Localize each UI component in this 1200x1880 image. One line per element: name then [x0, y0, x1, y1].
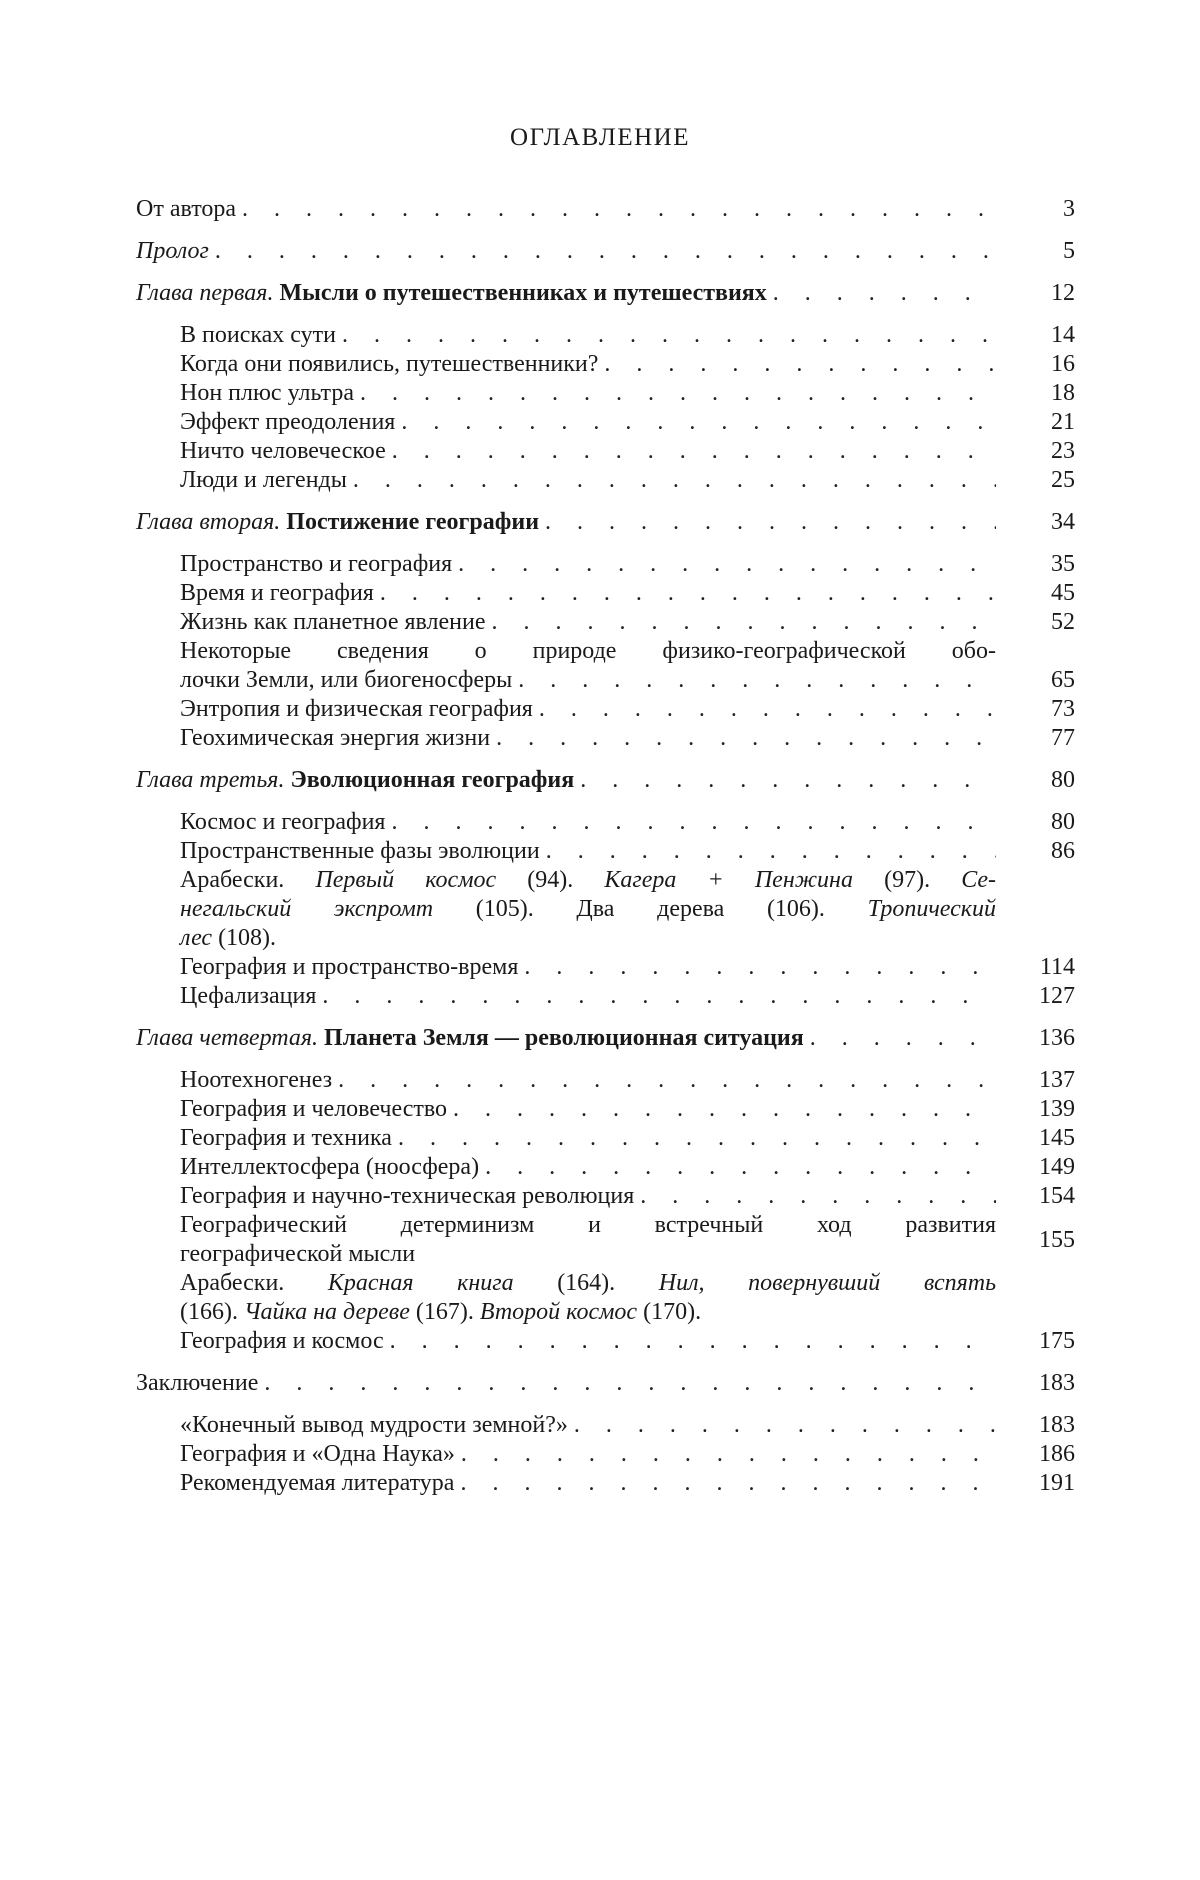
page-number: 16	[1051, 351, 1075, 377]
leader-dots	[455, 1439, 996, 1469]
arabeski-page: (164).	[557, 1270, 616, 1296]
arabeski-title: Тропический	[867, 896, 997, 922]
leader-dots	[539, 507, 996, 537]
page-number: 183	[1039, 1370, 1075, 1396]
page-number: 3	[1063, 196, 1075, 222]
toc-entry-label: лочки Земли, или биогеносферы	[180, 667, 513, 693]
arabeski-line	[180, 1268, 996, 1298]
toc-entry	[180, 836, 996, 866]
page-number: 5	[1063, 238, 1075, 264]
toc-entry-line: Некоторые сведения о природе физико-географической обо-	[180, 638, 996, 664]
leader-dots	[258, 1368, 996, 1398]
page-number: 25	[1051, 467, 1075, 493]
page-number: 155	[1039, 1227, 1075, 1253]
toc-entry	[180, 723, 996, 753]
arabeski-page: (94).	[527, 867, 574, 893]
leader-dots	[385, 807, 996, 837]
arabeski-title: Нил, повернувший вспять	[658, 1270, 997, 1296]
toc-entry	[180, 694, 996, 724]
toc-entry	[180, 578, 996, 608]
page-number: 145	[1039, 1125, 1075, 1151]
toc-entry	[180, 952, 996, 982]
page-number: 23	[1051, 438, 1075, 464]
toc-entry	[180, 1181, 996, 1211]
arabeski-page: (108).	[218, 925, 277, 951]
toc-entry-label: Заключение	[136, 1370, 259, 1396]
arabeski-title: Се-	[961, 867, 997, 893]
toc-entry	[180, 665, 996, 695]
page-number: 73	[1051, 696, 1075, 722]
toc-entry	[180, 607, 996, 637]
toc-entry	[180, 1094, 996, 1124]
toc-entry-label: География и космос	[180, 1328, 384, 1354]
toc-entry	[180, 1123, 996, 1153]
leader-dots	[374, 578, 996, 608]
arabeski-page: (97).	[884, 867, 931, 893]
arabeski-line	[180, 894, 996, 924]
page-number: 114	[1039, 954, 1075, 980]
chapter-number: Глава четвертая.	[136, 1025, 319, 1051]
leader-dots	[634, 1181, 996, 1211]
toc-entry	[180, 1439, 996, 1469]
toc-chapter-2	[136, 507, 996, 537]
leader-dots	[479, 1152, 996, 1182]
leader-dots	[518, 952, 996, 982]
toc-entry-label: География и человечество	[180, 1096, 448, 1122]
page-number: 175	[1039, 1328, 1075, 1354]
page-number: 21	[1051, 409, 1075, 435]
toc-entry-label: Ноотехногенез	[180, 1067, 333, 1093]
leader-dots	[332, 1065, 996, 1095]
toc-entry-label: «Конечный вывод мудрости земной?»	[180, 1412, 568, 1438]
arabeski-page: (167).	[415, 1299, 474, 1325]
toc-chapter-1	[136, 278, 996, 308]
toc-entry-prolog	[136, 236, 996, 266]
chapter-title: Планета Земля — революционная ситуация	[324, 1025, 804, 1051]
arabeski-label: Арабески.	[180, 867, 285, 893]
toc-entry-label: От автора	[136, 196, 237, 222]
toc-entry-label: Геохимическая энергия жизни	[180, 725, 491, 751]
toc-entry	[180, 436, 996, 466]
arabeski-title: Кагера + Пенжина	[604, 867, 853, 893]
toc-entry-line: географической мысли	[180, 1241, 416, 1267]
toc-entry	[180, 981, 996, 1011]
chapter-title: Мысли о путешественниках и путешествиях	[279, 280, 767, 306]
leader-dots	[454, 1468, 996, 1498]
toc-entry-label: Ничто человеческое	[180, 438, 386, 464]
page-number: 35	[1051, 551, 1075, 577]
toc-entry	[180, 349, 996, 379]
leader-dots	[490, 723, 996, 753]
page-number: 52	[1051, 609, 1075, 635]
page-number: 127	[1039, 983, 1075, 1009]
arabeski-title: Второй космос	[479, 1299, 638, 1325]
leader-dots	[392, 1123, 996, 1153]
toc-entry	[180, 1326, 996, 1356]
chapter-number: Глава третья.	[136, 767, 285, 793]
toc-entry-label: Рекомендуемая литература	[180, 1470, 455, 1496]
toc-entry-zaklyuchenie	[136, 1368, 996, 1398]
toc-entry-ot-avtora	[136, 194, 996, 224]
arabeski-title: Красная книга	[327, 1270, 514, 1296]
toc-entry	[180, 320, 996, 350]
toc-entry-label: География и техника	[180, 1125, 392, 1151]
toc-entry	[180, 465, 996, 495]
leader-dots	[598, 349, 996, 379]
toc-entry-label: География и «Одна Наука»	[180, 1441, 455, 1467]
page-number: 86	[1051, 838, 1075, 864]
leader-dots	[452, 549, 996, 579]
arabeski-title: Чайка на дереве	[243, 1299, 410, 1325]
toc-entry	[180, 1152, 996, 1182]
arabeski-line	[180, 923, 276, 953]
leader-dots	[395, 407, 996, 437]
leader-dots	[447, 1094, 996, 1124]
page-number: 34	[1051, 509, 1075, 535]
toc-entry-label: Люди и легенды	[180, 467, 347, 493]
toc-entry-label: География и пространство-время	[180, 954, 519, 980]
leader-dots	[236, 194, 996, 224]
toc-entry-label: Когда они появились, путешественники?	[180, 351, 599, 377]
toc-entry-label: В поисках сути	[180, 322, 336, 348]
toc-entry-label: Энтропия и физическая география	[180, 696, 533, 722]
page-number: 12	[1051, 280, 1075, 306]
leader-dots	[384, 1326, 996, 1356]
page-number: 183	[1039, 1412, 1075, 1438]
page-number: 80	[1051, 809, 1075, 835]
toc-chapter-4	[136, 1023, 996, 1053]
leader-dots	[804, 1023, 996, 1053]
toc-entry	[180, 407, 996, 437]
chapter-number: Глава вторая.	[136, 509, 281, 535]
page-number: 191	[1039, 1470, 1075, 1496]
page-number: 18	[1051, 380, 1075, 406]
page-number: 65	[1051, 667, 1075, 693]
page-number: 80	[1051, 767, 1075, 793]
arabeski-label: Арабески.	[180, 1270, 285, 1296]
arabeski-title: лес	[180, 925, 213, 951]
arabeski-text: (105). Два дерева (106).	[475, 896, 825, 922]
leader-dots	[574, 765, 996, 795]
chapter-number: Глава первая.	[136, 280, 274, 306]
page-number: 136	[1039, 1025, 1075, 1051]
arabeski-title: Первый космос	[315, 867, 497, 893]
toc-entry-label: Жизнь как планетное явление	[180, 609, 486, 635]
toc-entry	[180, 378, 996, 408]
toc-entry	[180, 1065, 996, 1095]
page-number: 137	[1039, 1067, 1075, 1093]
leader-dots	[533, 694, 996, 724]
leader-dots	[767, 278, 996, 308]
page-number: 139	[1039, 1096, 1075, 1122]
toc-entry-label: Цефализация	[180, 983, 317, 1009]
toc-entry-line: Географический детерминизм и встречный ход развития	[180, 1212, 996, 1238]
toc-chapter-3	[136, 765, 996, 795]
toc-entry-label: География и научно-техническая революция	[180, 1183, 635, 1209]
toc-entry-label: Пролог	[136, 238, 209, 264]
page-number: 45	[1051, 580, 1075, 606]
toc-entry-label: Пространственные фазы эволюции	[180, 838, 540, 864]
page-number: 77	[1051, 725, 1075, 751]
toc-entry-label: Время и география	[180, 580, 374, 606]
arabeski-line	[180, 865, 996, 895]
leader-dots	[486, 607, 997, 637]
page-title: ОГЛАВЛЕНИЕ	[510, 124, 690, 151]
chapter-title: Постижение географии	[286, 509, 540, 535]
leader-dots	[512, 665, 996, 695]
leader-dots	[354, 378, 996, 408]
leader-dots	[540, 836, 996, 866]
arabeski-line	[180, 1297, 701, 1327]
page-number: 149	[1039, 1154, 1075, 1180]
toc-entry-label: Космос и география	[180, 809, 386, 835]
leader-dots	[336, 320, 996, 350]
toc-entry-label: Нон плюс ультра	[180, 380, 354, 406]
leader-dots	[316, 981, 996, 1011]
toc-entry	[180, 549, 996, 579]
leader-dots	[568, 1410, 996, 1440]
toc-entry-label: Пространство и география	[180, 551, 453, 577]
toc-entry	[180, 1468, 996, 1498]
leader-dots	[386, 436, 996, 466]
toc-entry	[180, 1410, 996, 1440]
toc-entry-label: Интеллектосфера (ноосфера)	[180, 1154, 480, 1180]
page-number: 154	[1039, 1183, 1075, 1209]
chapter-title: Эволюционная география	[290, 767, 575, 793]
toc-entry-label: Эффект преодоления	[180, 409, 396, 435]
toc-entry	[180, 807, 996, 837]
page-number: 186	[1039, 1441, 1075, 1467]
page-number: 14	[1051, 322, 1075, 348]
arabeski-title: негальский экспромт	[180, 896, 434, 922]
leader-dots	[347, 465, 996, 495]
arabeski-page: (170).	[643, 1299, 702, 1325]
leader-dots	[209, 236, 996, 266]
arabeski-page: (166).	[180, 1299, 238, 1325]
